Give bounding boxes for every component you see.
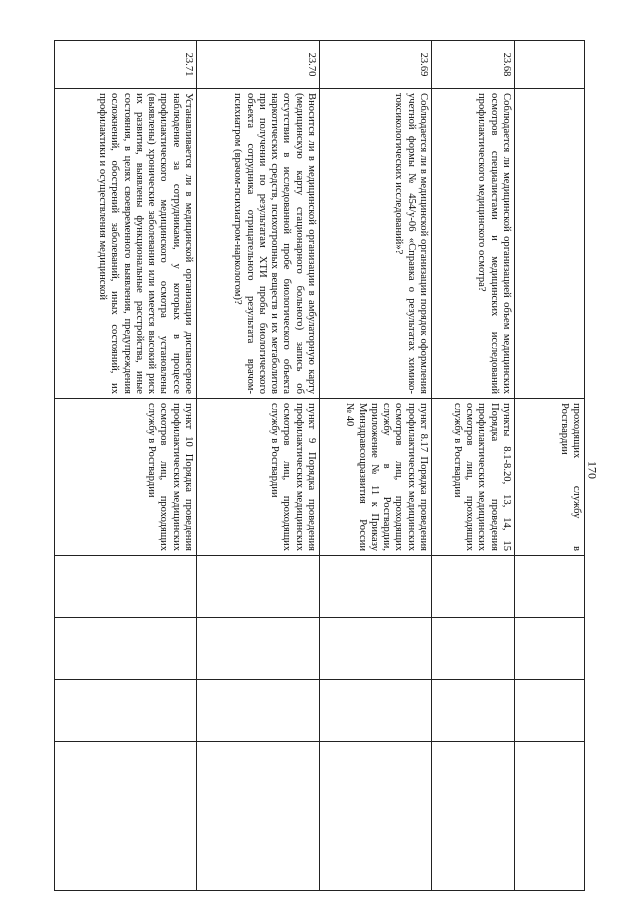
question-cell: Вносится ли в медицинской организации в амбулаторную карту (медицинскую карту стационарного больного) запись об отсутствии в исследованной пробе биологического объекта наркотических средств, психотропных веществ и их метаболитов при получении по результатам ХТИ пробы биологического объекта сотрудника отрицательного результата врачом-психиатром (врачом-психиатром-наркологом)? — [197, 89, 320, 399]
answer-cell-na — [55, 680, 197, 742]
table-row — [432, 41, 515, 891]
answer-cell-no — [55, 618, 197, 680]
answer-cell-no — [432, 618, 515, 680]
checklist-table — [54, 40, 585, 891]
row-number-cell — [515, 41, 585, 89]
reference-cell: проходящих службу в Росгвардии — [515, 399, 585, 556]
rotated-table-wrapper — [55, 40, 585, 890]
answer-cell-no — [515, 618, 585, 680]
answer-cell-yes — [515, 556, 585, 618]
answer-cell-na — [515, 680, 585, 742]
reference-cell: пункт 9 Порядка проведения профилактических медицинских осмотров лиц, проходящих службу в Росгвардии — [197, 399, 320, 556]
question-cell: Соблюдается ли медицинской организацией объем медицинских осмотров специалистами и медицинских исследований профилактического медицинского осмотра? — [432, 89, 515, 399]
table-row — [515, 41, 585, 891]
answer-cell-yes — [55, 556, 197, 618]
note-cell — [320, 742, 432, 891]
answer-cell-yes — [320, 556, 432, 618]
question-cell — [515, 89, 585, 399]
answer-cell-yes — [432, 556, 515, 618]
note-cell — [197, 742, 320, 891]
note-cell — [55, 742, 197, 891]
note-cell — [515, 742, 585, 891]
reference-cell: пункт 8.17 Порядка проведения профилактических медицинских осмотров лиц, проходящих службу в Росгвардии, приложение № 11 к Приказу Минздравсоцразвития России № 40 — [320, 399, 432, 556]
page-number: 170 — [585, 461, 600, 479]
answer-cell-na — [320, 680, 432, 742]
row-number-cell: 23.69 — [320, 41, 432, 89]
checklist-sheet — [55, 40, 585, 890]
row-number-cell: 23.70 — [197, 41, 320, 89]
question-cell: Устанавливается ли в медицинской организации диспансерное наблюдение за сотрудниками, у которых в процессе профилактического медицинского осмотра установлены (выявлены) хронические заболевания или имеется высокий риск их развития, выявлены функциональные расстройства, иные состояния, в целях своевременного выявления, предупреждения осложнений, обострений заболеваний, иных состояний, их профилактики и осуществления медицинской — [55, 89, 197, 399]
question-cell: Соблюдается ли в медицинской организации порядок оформления учетной формы № 454/у-06 «Справка о результатах химико-токсикологических исследований»? — [320, 89, 432, 399]
note-cell — [432, 742, 515, 891]
answer-cell-yes — [197, 556, 320, 618]
answer-cell-no — [197, 618, 320, 680]
answer-cell-na — [432, 680, 515, 742]
table-row — [197, 41, 320, 891]
row-number-cell: 23.68 — [432, 41, 515, 89]
table-row — [320, 41, 432, 891]
reference-cell: пункт 10 Порядка проведения профилактических медицинских осмотров лиц, проходящих службу в Росгвардии — [55, 399, 197, 556]
reference-cell: пункты 8.1-8.20, 13, 14, 15 Порядка проведения профилактических медицинских осмотров лиц, проходящих службу в Росгвардии — [432, 399, 515, 556]
answer-cell-na — [197, 680, 320, 742]
answer-cell-no — [320, 618, 432, 680]
table-row — [55, 41, 197, 891]
row-number-cell: 23.71 — [55, 41, 197, 89]
